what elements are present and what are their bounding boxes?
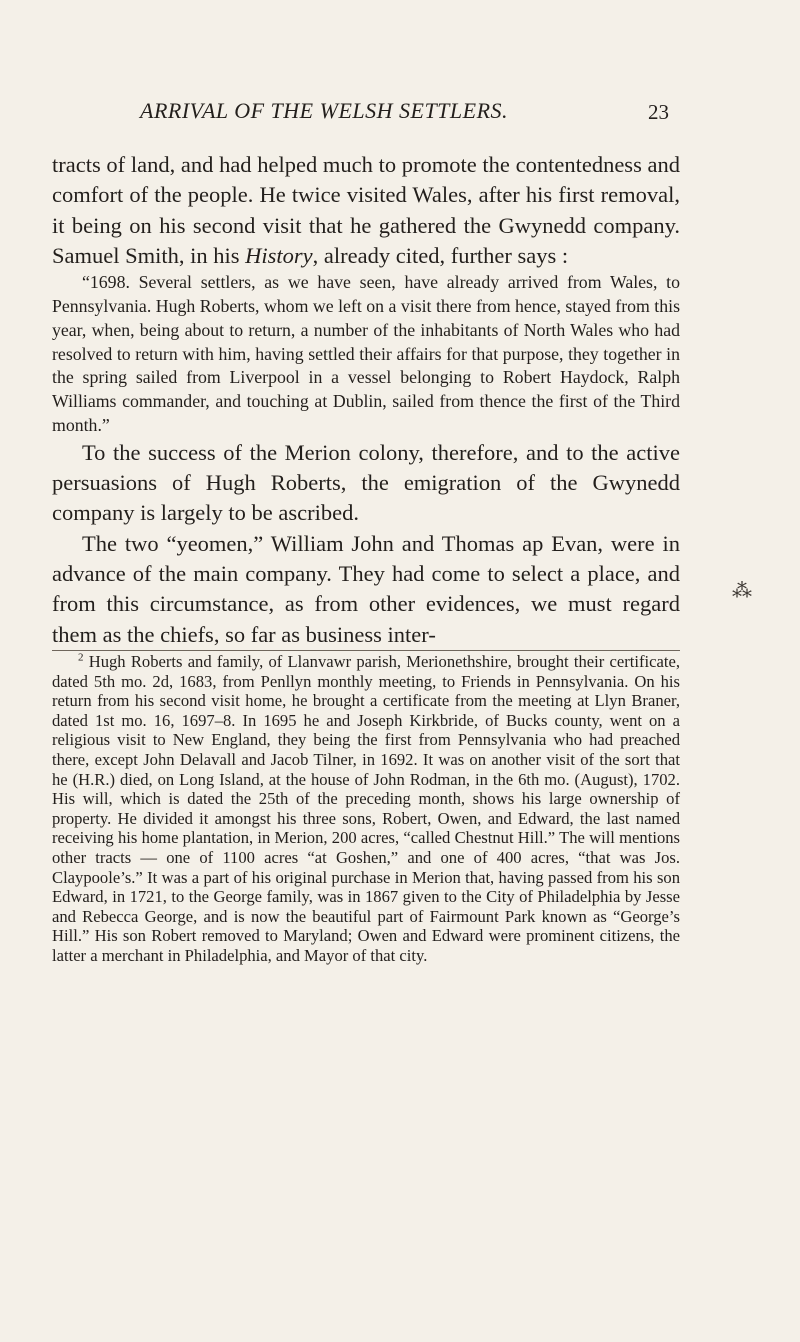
running-title: ARRIVAL OF THE WELSH SETTLERS. bbox=[140, 98, 509, 123]
paragraph-1 bbox=[52, 150, 680, 271]
page-number: 23 bbox=[648, 100, 669, 124]
footnote-marker: 2 bbox=[78, 651, 84, 664]
paragraph-1-text-a: tracts of land, and had helped much to promote the contentedness and comfort of the people. He twice visited Wales, after his first removal, it being on his second visit that he gathered the Gwynedd company. Samuel Smith, in his bbox=[52, 152, 680, 268]
margin-asterism-icon: ⁂ bbox=[732, 580, 752, 602]
footnote-2 bbox=[52, 652, 680, 966]
book-title-history: History bbox=[245, 242, 313, 268]
paragraph-3: The two “yeomen,” William John and Thomas ap Evan, were in advance of the main company. They had come to select a place, and from this circumstance, as from other evidences, we must regard them as the chiefs, so far as business inter- bbox=[52, 530, 680, 647]
block-quote-1698: “1698. Several settlers, as we have seen, have already arrived from Wales, to Pennsylvania. Hugh Roberts, whom we left on a visit there from hence, stayed from this year, when, being about to return, a number of the inhabitants of North Wales who had resolved to return with him, having settled their affairs for that purpose, they together in the spring sailed from Liverpool in a vessel belonging to Robert Haydock, Ralph Williams commander, and touching at Dublin, sailed from thence the first of the Third month.” bbox=[52, 272, 680, 435]
main-text bbox=[52, 150, 680, 650]
footnote-rule bbox=[52, 650, 680, 651]
paragraph-2: To the success of the Merion colony, therefore, and to the active persuasions of Hugh Roberts, the emigration of the Gwynedd company is largely to be ascribed. bbox=[52, 439, 680, 526]
footnote-text: Hugh Roberts and family, of Llanvawr parish, Merionethshire, brought their certificate, dated 5th mo. 2d, 1683, from Penllyn monthly meeting, to Friends in Pennsylvania. On his return from his second visit home, he brought a certificate from the meeting at Llyn Braner, dated 1st mo. 16, 1697–8. In 1695 he and Joseph Kirkbride, of Bucks county, went on a religious visit to New England, they being the first from Pennsylvania who had preached there, except John Delavall and Jacob Tilner, in 1692. It was on another visit of the sort that he (H.R.) died, on Long Island, at the house of John Rodman, in the 6th mo. (August), 1702. His will, which is dated the 25th of the preceding month, shows his large ownership of property. He divided it amongst his three sons, Robert, Owen, and Edward, the last named receiving his home plantation, in Merion, 200 acres, “called Chestnut Hill.” The will mentions other tracts — one of 1100 acres “at Goshen,” and one of 400 acres, “that was Jos. Claypoole’s.” It was a part of his original purchase in Merion that, having passed from his son Edward, in 1721, to the George family, was in 1867 given to the City of Philadelphia by Jesse and Rebecca George, and is now the beautiful part of Fairmount Park known as “George’s Hill.” His son Robert removed to Maryland; Owen and Edward were prominent citizens, the latter a merchant in Philadelphia, and Mayor of that city. bbox=[52, 652, 680, 965]
paragraph-1-text-b: , already cited, further says : bbox=[312, 242, 569, 268]
